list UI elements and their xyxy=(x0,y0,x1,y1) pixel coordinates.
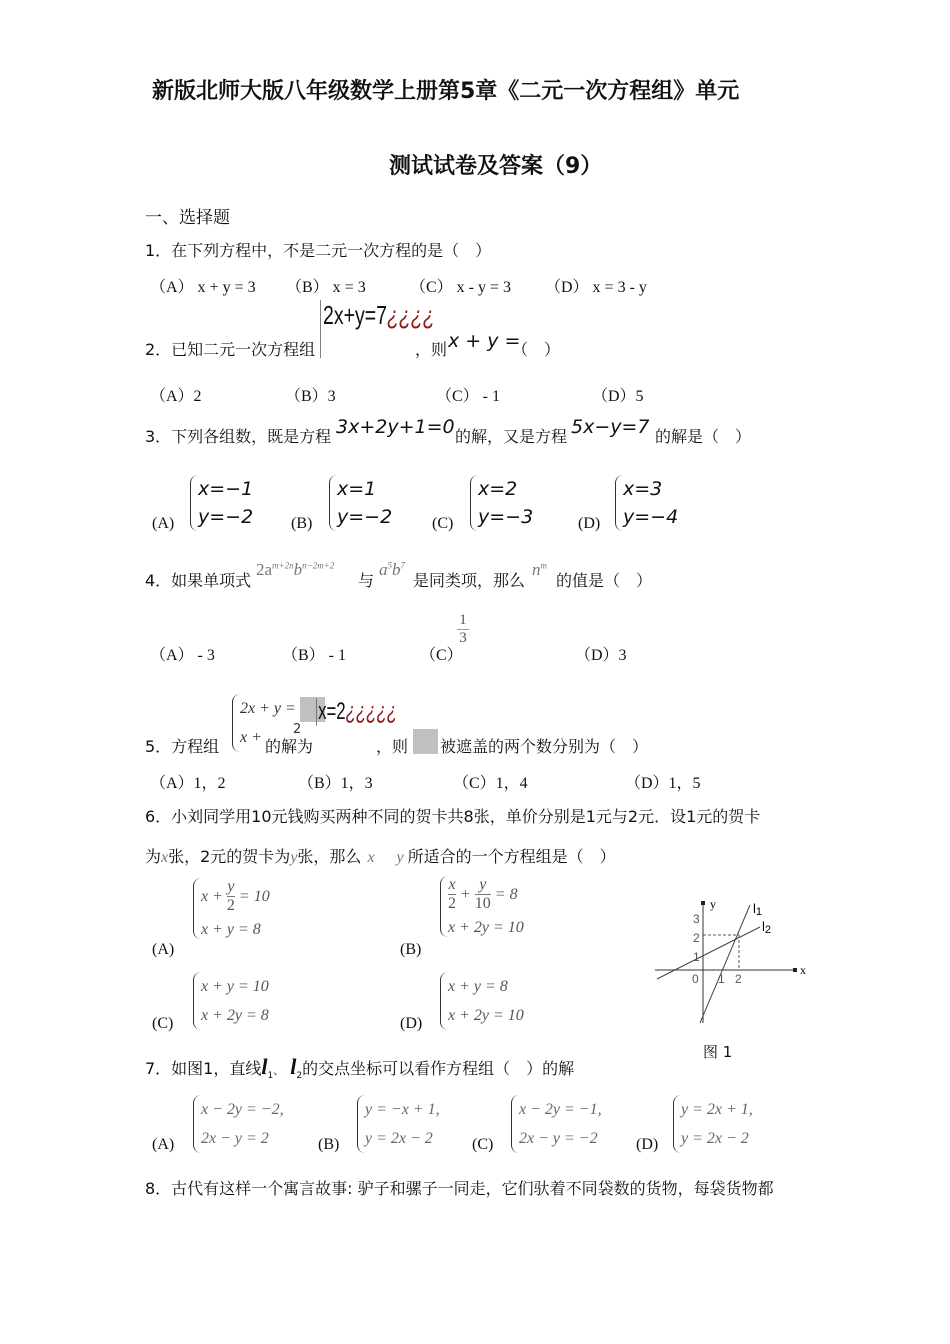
denominator: 3 xyxy=(457,629,469,647)
q1-option-b: （B） x = 3 xyxy=(286,279,366,296)
q7-label-b: (B) xyxy=(318,1136,340,1153)
q1-option-a: （A） x + y = 3 xyxy=(150,279,256,296)
sub: 2 xyxy=(296,1071,303,1082)
q2-expr: x + y = xyxy=(448,330,521,352)
x-arrow xyxy=(793,968,797,972)
q3-eq1: 3x+2y+1=0 xyxy=(336,416,455,438)
q5-option-c: （C）1，4 xyxy=(453,775,528,792)
solution-eq: x=2 xyxy=(318,698,346,725)
q5-overlap-digit: 2 xyxy=(293,722,302,737)
exp: 7 xyxy=(400,560,405,571)
q4-stem-c: 是同类项，那么 xyxy=(413,571,526,590)
eq: = 10 xyxy=(238,887,270,905)
q5-stem-c: ，则 xyxy=(376,737,409,756)
m: b xyxy=(293,560,303,579)
line-l1 xyxy=(700,905,750,1023)
sub: 1 xyxy=(755,906,763,918)
eq-line: x=−1 xyxy=(198,478,254,500)
eq-line: x − 2y = −2, xyxy=(201,1101,284,1118)
q7-label-c: (C) xyxy=(472,1136,494,1153)
q7-label-a: (A) xyxy=(152,1136,175,1153)
q2-garbled: ¿¿¿¿ xyxy=(386,300,435,330)
eq-line: y=−3 xyxy=(478,506,534,528)
eq-line: x + 2y = 10 xyxy=(448,1007,524,1024)
q1-option-d: （D） x = 3 - y xyxy=(545,279,647,296)
x-tick: 1 xyxy=(718,972,725,986)
m: a xyxy=(379,560,388,579)
eq-line: y=−4 xyxy=(623,506,679,528)
var-x: x xyxy=(367,849,375,866)
q3-label-d: (D) xyxy=(578,515,601,532)
q2-option-a: （A）2 xyxy=(150,388,202,405)
q5-garbled: ¿¿¿¿¿ xyxy=(345,698,397,725)
l: l xyxy=(290,1054,297,1079)
q8-stem: 8．古代有这样一个寓言故事: 驴子和骡子一同走，它们驮着不同袋数的货物，每袋货物都 xyxy=(145,1179,774,1198)
q2-stem-b: ，则 xyxy=(415,340,448,359)
hidden-number-box xyxy=(413,729,438,754)
q3-stem-c: 的解是（ ） xyxy=(655,427,752,446)
q4-option-d: （D）3 xyxy=(575,647,627,664)
section-heading: 一、选择题 xyxy=(145,208,230,228)
num: y xyxy=(227,878,235,895)
q7-option-a-system[interactable] xyxy=(193,1095,284,1153)
y-tick: 2 xyxy=(693,931,700,945)
eq-line: 2x − y = 2 xyxy=(201,1130,269,1147)
exp: 5 xyxy=(387,560,392,571)
figure-1-graph xyxy=(650,895,810,1030)
q4-stem-b: 与 xyxy=(358,571,375,590)
den: 10 xyxy=(474,895,491,912)
q1-stem: 1．在下列方程中，不是二元一次方程的是（ ） xyxy=(145,241,492,260)
q7-option-d-system[interactable] xyxy=(673,1095,753,1153)
q7-option-b-system[interactable] xyxy=(357,1095,440,1153)
q5-stem-d: 被遮盖的两个数分别为（ ） xyxy=(440,737,649,756)
num: x xyxy=(448,876,456,893)
text: 的交点坐标可以看作方程组（ ）的解 xyxy=(302,1059,575,1078)
q6-label-a: (A) xyxy=(152,941,175,958)
eq-line: x=2 xyxy=(478,478,518,500)
eq-line: y=−2 xyxy=(198,506,254,528)
q4-option-c: （C） xyxy=(420,647,463,664)
q3-eq2: 5x−y=7 xyxy=(571,416,650,438)
q4-stem-a: 4．如果单项式 xyxy=(145,571,252,590)
eq: x + y = 8 xyxy=(201,921,261,938)
q4-option-c-fraction xyxy=(457,612,469,647)
q6-label-d: (D) xyxy=(400,1015,423,1032)
q5-stem-b: 的解为 xyxy=(265,737,314,756)
q3-label-a: (A) xyxy=(152,515,175,532)
q2-option-b: （B）3 xyxy=(285,388,336,405)
exp: m xyxy=(540,560,547,571)
title-line-1: 新版北师大版八年级数学上册第5章《二元一次方程组》单元 xyxy=(152,79,740,104)
eq-line: x + y = 8 xyxy=(448,978,508,995)
var-y: y xyxy=(290,849,298,866)
l: l xyxy=(753,901,756,916)
eq-line: y = −x + 1, xyxy=(365,1101,440,1118)
eq-line: 2x + y = xyxy=(240,700,296,717)
q3-option-b-system[interactable] xyxy=(329,475,392,531)
y-axis-label: y xyxy=(710,897,716,911)
den: 2 xyxy=(448,895,456,912)
q7-stem xyxy=(145,1054,574,1081)
eq-line: x=1 xyxy=(337,478,377,500)
m: b xyxy=(392,560,401,579)
q3-option-c-system[interactable] xyxy=(470,475,533,531)
l: l xyxy=(261,1054,268,1079)
text: 7．如图1，直线 xyxy=(145,1059,262,1078)
eq-line: y = 2x + 1, xyxy=(681,1101,753,1118)
eq-line: y = 2x − 2 xyxy=(365,1130,433,1147)
m: n xyxy=(532,560,541,579)
exp: m+2n xyxy=(272,560,294,571)
q4-option-a: （A） - 3 xyxy=(150,647,215,664)
q7-option-c-system[interactable] xyxy=(511,1095,602,1153)
q4-monomial-2 xyxy=(379,560,405,580)
num: y xyxy=(479,876,487,893)
text: 张，2元的贺卡为 xyxy=(168,847,291,866)
sub: 2 xyxy=(764,924,772,936)
eq-line: x + y = 10 xyxy=(201,978,269,995)
eq: x + 2y = 10 xyxy=(448,919,524,936)
y-arrow xyxy=(701,901,705,905)
q7-label-d: (D) xyxy=(636,1136,659,1153)
den: 2 xyxy=(226,897,235,914)
q6-line-1: 6．小刘同学用10元钱购买两种不同的贺卡共8张，单价分别是1元与2元．设1元的贺卡 xyxy=(145,807,761,826)
q3-label-c: (C) xyxy=(432,515,454,532)
eq-line: x=3 xyxy=(623,478,663,500)
text: 所适合的一个方程组是（ ） xyxy=(407,847,616,866)
eq-line: 2x − y = −2 xyxy=(519,1130,598,1147)
q3-stem-a: 3．下列各组数，既是方程 xyxy=(145,427,332,446)
q4-monomial-1 xyxy=(256,560,334,580)
x-axis-label: x xyxy=(800,963,806,977)
title-line-2: 测试试卷及答案（9） xyxy=(389,154,603,179)
q6-line-2 xyxy=(145,844,616,867)
q3-label-b: (B) xyxy=(291,515,313,532)
q2-stem-a: 2．已知二元一次方程组 xyxy=(145,340,316,359)
eq: x + xyxy=(201,887,223,905)
l1-label xyxy=(753,901,762,918)
var-x: x xyxy=(161,849,169,866)
q3-stem-b: 的解，又是方程 xyxy=(455,427,568,446)
eq-line: x − 2y = −1, xyxy=(519,1101,602,1118)
q4-power xyxy=(532,560,547,580)
q6-label-c: (C) xyxy=(152,1015,174,1032)
sub: 1 xyxy=(267,1071,274,1082)
q6-option-b-system[interactable] xyxy=(440,876,524,937)
q3-option-d-system[interactable] xyxy=(615,475,678,531)
text: 为 xyxy=(145,847,162,866)
q2-option-c: （C） - 1 xyxy=(436,388,501,405)
figure-caption: 图 1 xyxy=(703,1043,733,1061)
eq-line: y = 2x − 2 xyxy=(681,1130,749,1147)
q3-option-a-system[interactable] xyxy=(190,475,253,531)
text: 张，那么 xyxy=(297,847,362,866)
origin-label: 0 xyxy=(692,972,699,986)
q4-option-b: （B） - 1 xyxy=(282,647,347,664)
l: l xyxy=(762,919,765,934)
numerator: 1 xyxy=(459,612,467,628)
q4-stem-d: 的值是（ ） xyxy=(556,571,653,590)
var-y: y xyxy=(396,849,404,866)
q5-solution xyxy=(316,698,397,726)
y-tick: 3 xyxy=(693,912,700,926)
op: + xyxy=(460,885,471,903)
q6-option-a-system[interactable] xyxy=(193,878,270,939)
m: 2a xyxy=(256,560,273,579)
q6-option-c-system[interactable] xyxy=(193,972,269,1030)
q2-stem-c: （ ） xyxy=(512,340,561,359)
q1-option-c: （C） x - y = 3 xyxy=(410,279,512,296)
exp: n−2m+2 xyxy=(302,560,335,571)
sep: 、 xyxy=(273,1064,285,1077)
q5-option-a: （A）1，2 xyxy=(150,775,226,792)
eq-line: x + xyxy=(240,729,262,746)
q5-option-b: （B）1，3 xyxy=(298,775,373,792)
l2-label xyxy=(762,919,771,936)
q6-option-d-system[interactable] xyxy=(440,972,524,1030)
q5-option-d: （D）1，5 xyxy=(625,775,701,792)
eq-line: y=−2 xyxy=(337,506,393,528)
q2-equation: 2x+y=7 xyxy=(323,300,387,330)
q5-stem-a: 5．方程组 xyxy=(145,737,220,756)
eq: = 8 xyxy=(494,885,518,903)
x-tick: 2 xyxy=(735,972,742,986)
q6-label-b: (B) xyxy=(400,941,422,958)
q2-option-d: （D）5 xyxy=(592,388,644,405)
eq-line: x + 2y = 8 xyxy=(201,1007,269,1024)
y-tick: 1 xyxy=(693,950,700,964)
